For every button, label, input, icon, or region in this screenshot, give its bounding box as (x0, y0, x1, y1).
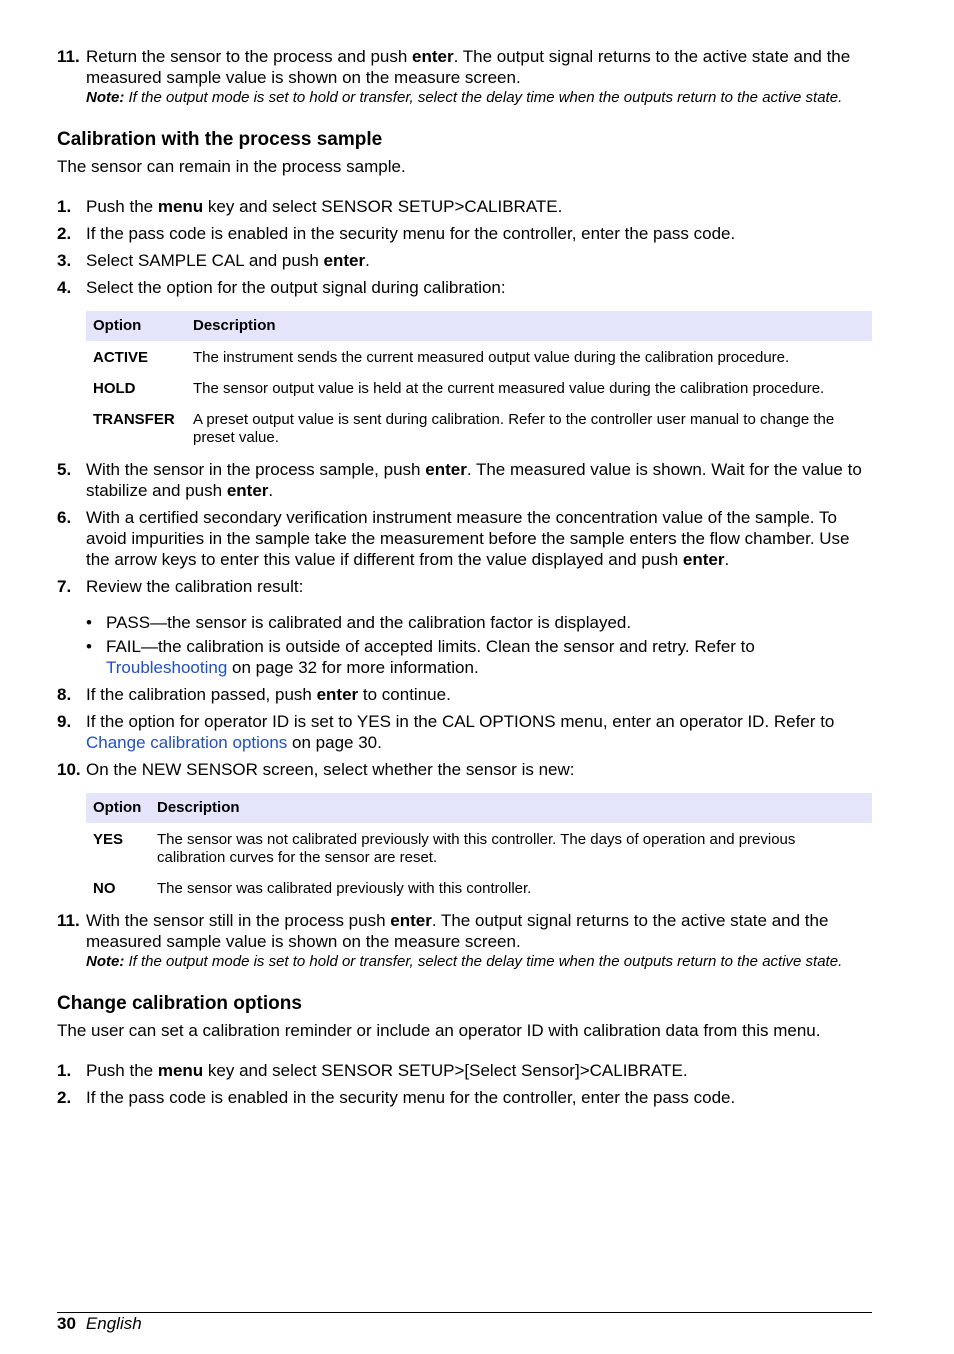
step-2 (57, 223, 872, 244)
table-row (86, 823, 872, 874)
step-text: Push the (86, 197, 158, 216)
step-text: . The measured value is shown. Wait for the value to stabilize and push (86, 460, 862, 500)
note-text: If the output mode is set to hold or transfer, select the delay time when the outputs return to the active state. (124, 89, 843, 106)
step-number: 9. (57, 712, 72, 731)
step-number: 11. (57, 47, 80, 66)
note (86, 88, 872, 107)
key-enter: enter (390, 911, 432, 930)
step-text: . (365, 251, 370, 270)
description-cell: The sensor output value is held at the current measured value during the calibration procedure. (193, 380, 825, 397)
key-enter: enter (425, 460, 467, 479)
step-1 (57, 1060, 872, 1081)
step-text: With a certified secondary verification instrument measure the concentration value of the sample. To avoid impurities in the sample take the measurement before the sample enters the flow chamber. Use the arrow keys to enter this value if different from the value displayed and push (86, 508, 850, 569)
step-6 (57, 507, 872, 570)
step-text: If the pass code is enabled in the security menu for the controller, enter the pass code. (86, 224, 736, 243)
step-number: 2. (57, 224, 72, 243)
step-11-sensor-in-process (57, 910, 872, 971)
step-text: on page 30. (287, 733, 382, 752)
step-number: 8. (57, 685, 72, 704)
step-text: . The output signal returns to the active state and the measured sample value is shown on the measure screen. (86, 911, 829, 951)
page-footer (57, 1312, 872, 1334)
step-text: Select the option for the output signal during calibration: (86, 278, 506, 297)
page-number: 30 (57, 1314, 76, 1333)
description-cell: The instrument sends the current measured output value during the calibration procedure. (193, 349, 790, 366)
output-signal-options-table (86, 311, 872, 454)
change-calibration-options-link[interactable]: Change calibration options (86, 733, 288, 752)
step-7 (57, 576, 872, 597)
note (86, 952, 872, 971)
key-menu: menu (157, 1061, 204, 1080)
description-cell: The sensor was calibrated previously with this controller. (157, 880, 532, 897)
troubleshooting-link[interactable]: Troubleshooting (106, 658, 228, 677)
step-number: 7. (57, 577, 72, 596)
key-enter: enter (682, 550, 725, 569)
description-cell: A preset output value is sent during calibration. Refer to the controller user manual to change the preset value. (193, 411, 835, 446)
step-text: If the option for operator ID is set to YES in the CAL OPTIONS menu, enter an operator ID. Refer to (86, 712, 835, 731)
calibration-result-list (86, 612, 872, 678)
section-intro: The user can set a calibration reminder or include an operator ID with calibration data from this menu. (57, 1021, 821, 1040)
step-number: 3. (57, 251, 72, 270)
bullet-text: FAIL—the calibration is outside of accepted limits. Clean the sensor and retry. Refer to (106, 637, 755, 656)
note-text: If the output mode is set to hold or transfer, select the delay time when the outputs return to the active state. (124, 953, 843, 970)
step-text: On the NEW SENSOR screen, select whether the sensor is new: (86, 760, 575, 779)
table-row (86, 405, 872, 454)
column-header-description: Description (150, 793, 872, 823)
key-menu: menu (157, 197, 204, 216)
option-cell: NO (93, 880, 116, 897)
note-label: Note: (86, 953, 125, 970)
step-number: 6. (57, 508, 72, 527)
list-item (86, 636, 872, 678)
step-text: Review the calibration result: (86, 577, 304, 596)
bullet-glyph: • (86, 613, 92, 632)
step-text: Select SAMPLE CAL and push (86, 251, 324, 270)
step-number: 5. (57, 460, 72, 479)
list-item (86, 612, 872, 633)
note-label: Note: (86, 89, 125, 106)
step-text: With the sensor still in the process push (86, 911, 391, 930)
step-3 (57, 250, 872, 271)
step-1 (57, 196, 872, 217)
column-header-option: Option (86, 311, 186, 341)
column-header-description: Description (186, 311, 872, 341)
step-number: 4. (57, 278, 72, 297)
step-4 (57, 277, 872, 298)
step-number: 2. (57, 1088, 72, 1107)
step-text: . (724, 550, 730, 569)
document-page (57, 46, 872, 1108)
step-number: 11. (57, 911, 80, 930)
option-cell: ACTIVE (93, 349, 149, 366)
key-enter: enter (323, 251, 366, 270)
option-cell: YES (93, 831, 124, 848)
step-10 (57, 759, 872, 780)
key-enter: enter (226, 481, 269, 500)
option-cell: HOLD (93, 380, 136, 397)
table-row (86, 874, 872, 905)
table-row (86, 341, 872, 374)
table-row (86, 374, 872, 405)
new-sensor-options-table (86, 793, 872, 905)
step-text: If the calibration passed, push (86, 685, 317, 704)
step-text: to continue. (358, 685, 451, 704)
column-header-option: Option (86, 793, 150, 823)
footer-language: English (85, 1314, 142, 1333)
description-cell: The sensor was not calibrated previously with this controller. The days of operation and previous calibration curves for the sensor are reset. (157, 831, 796, 866)
option-cell: TRANSFER (93, 411, 175, 428)
step-number: 1. (57, 1061, 72, 1080)
step-11-return-sensor (57, 46, 872, 107)
bullet-text: PASS—the sensor is calibrated and the calibration factor is displayed. (106, 613, 632, 632)
step-number: 10. (57, 760, 81, 779)
bullet-glyph: • (86, 637, 92, 656)
key-enter: enter (412, 47, 454, 66)
step-number: 1. (57, 197, 72, 216)
step-5 (57, 459, 872, 501)
table-header-row (86, 311, 872, 341)
table-header-row (86, 793, 872, 823)
step-text: key and select SENSOR SETUP>[Select Sensor]>CALIBRATE. (203, 1061, 688, 1080)
step-text: If the pass code is enabled in the security menu for the controller, enter the pass code. (86, 1088, 736, 1107)
bullet-text: on page 32 for more information. (227, 658, 479, 677)
section-heading-process-sample: Calibration with the process sample (57, 129, 383, 150)
key-enter: enter (316, 685, 359, 704)
step-8 (57, 684, 872, 705)
section-intro: The sensor can remain in the process sample. (57, 157, 406, 176)
step-text: With the sensor in the process sample, push (86, 460, 426, 479)
step-9 (57, 711, 872, 753)
step-text: . (268, 481, 274, 500)
step-text: Push the (86, 1061, 158, 1080)
step-text: key and select SENSOR SETUP>CALIBRATE. (203, 197, 563, 216)
step-2 (57, 1087, 872, 1108)
step-text: Return the sensor to the process and push (86, 47, 413, 66)
step-text: . The output signal returns to the active state and the measured sample value is shown on the measure screen. (86, 47, 851, 87)
section-heading-change-calibration-options: Change calibration options (57, 993, 302, 1014)
